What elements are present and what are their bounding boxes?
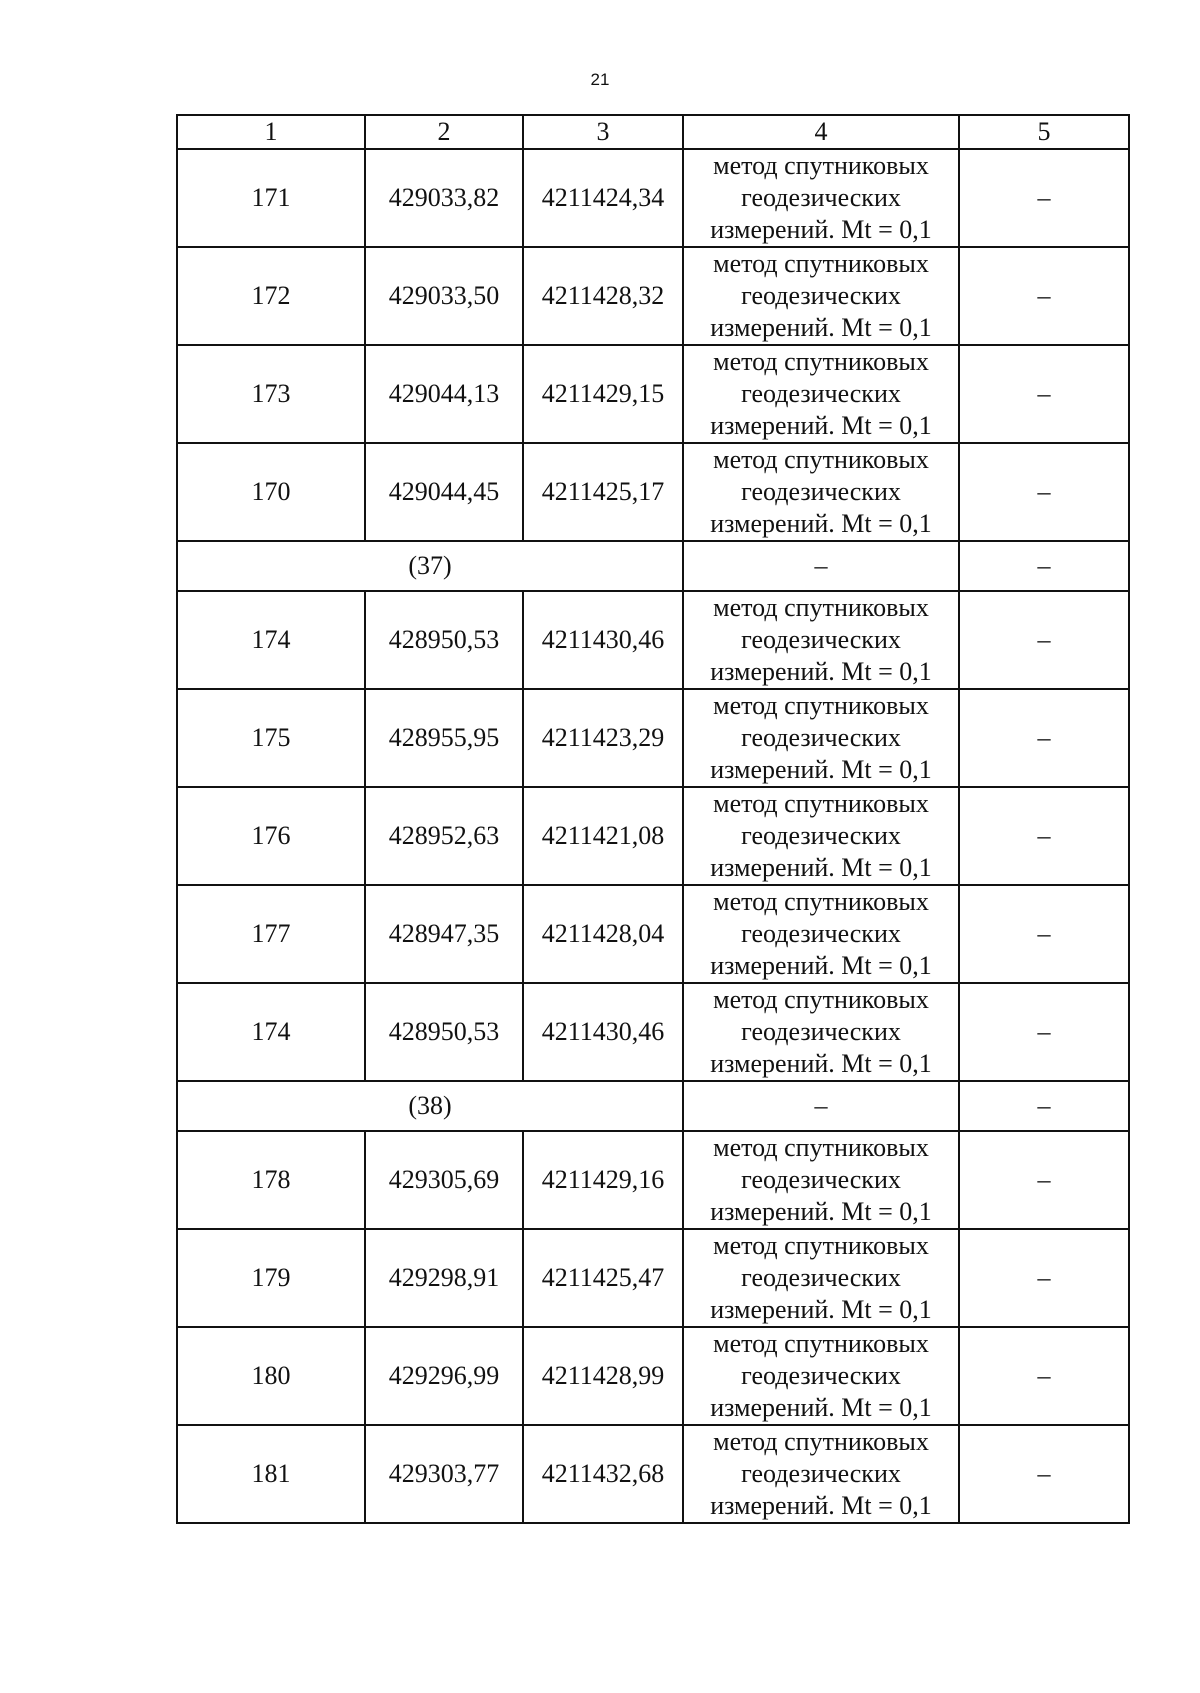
- method-line: геодезических: [741, 183, 901, 212]
- point-number-cell: 175: [177, 689, 365, 787]
- method-line: метод спутниковых: [713, 985, 929, 1014]
- description-cell: –: [959, 1327, 1129, 1425]
- table-row: [177, 983, 1129, 1081]
- point-number-cell: 171: [177, 149, 365, 247]
- method-cell: [683, 1229, 959, 1327]
- description-cell: –: [959, 1081, 1129, 1131]
- table-header-row: [177, 115, 1129, 149]
- y-coordinate-cell: 4211424,34: [523, 149, 683, 247]
- table-row: [177, 787, 1129, 885]
- description-cell: –: [959, 443, 1129, 541]
- method-line: измерений. Mt = 0,1: [710, 1491, 932, 1520]
- method-cell: [683, 345, 959, 443]
- method-line: измерений. Mt = 0,1: [710, 853, 932, 882]
- method-cell: –: [683, 1081, 959, 1131]
- contour-row: [177, 541, 1129, 591]
- method-line: метод спутниковых: [713, 789, 929, 818]
- method-line: геодезических: [741, 1361, 901, 1390]
- description-cell: –: [959, 591, 1129, 689]
- description-cell: –: [959, 1425, 1129, 1523]
- x-coordinate-cell: 429296,99: [365, 1327, 523, 1425]
- method-line: геодезических: [741, 379, 901, 408]
- x-coordinate-cell: 428950,53: [365, 591, 523, 689]
- method-cell: [683, 787, 959, 885]
- method-line: метод спутниковых: [713, 445, 929, 474]
- method-line: геодезических: [741, 1165, 901, 1194]
- method-line: метод спутниковых: [713, 1133, 929, 1162]
- column-header: 1: [177, 115, 365, 149]
- method-cell: [683, 149, 959, 247]
- y-coordinate-cell: 4211428,99: [523, 1327, 683, 1425]
- table-row: [177, 247, 1129, 345]
- table-row: [177, 885, 1129, 983]
- y-coordinate-cell: 4211421,08: [523, 787, 683, 885]
- method-line: метод спутниковых: [713, 593, 929, 622]
- description-cell: –: [959, 247, 1129, 345]
- table-row: [177, 1131, 1129, 1229]
- description-cell: –: [959, 885, 1129, 983]
- method-line: геодезических: [741, 919, 901, 948]
- x-coordinate-cell: 429303,77: [365, 1425, 523, 1523]
- point-number-cell: 172: [177, 247, 365, 345]
- method-line: геодезических: [741, 625, 901, 654]
- point-number-cell: 179: [177, 1229, 365, 1327]
- column-header: 5: [959, 115, 1129, 149]
- method-line: метод спутниковых: [713, 691, 929, 720]
- description-cell: –: [959, 787, 1129, 885]
- x-coordinate-cell: 428947,35: [365, 885, 523, 983]
- contour-label-cell: (37): [177, 541, 683, 591]
- description-cell: –: [959, 345, 1129, 443]
- x-coordinate-cell: 429033,50: [365, 247, 523, 345]
- point-number-cell: 176: [177, 787, 365, 885]
- method-line: метод спутниковых: [713, 887, 929, 916]
- description-cell: –: [959, 541, 1129, 591]
- table-row: [177, 345, 1129, 443]
- method-line: метод спутниковых: [713, 151, 929, 180]
- point-number-cell: 180: [177, 1327, 365, 1425]
- page-number: 21: [590, 70, 610, 89]
- point-number-cell: 174: [177, 983, 365, 1081]
- y-coordinate-cell: 4211432,68: [523, 1425, 683, 1523]
- x-coordinate-cell: 429298,91: [365, 1229, 523, 1327]
- method-line: геодезических: [741, 1263, 901, 1292]
- method-cell: [683, 1131, 959, 1229]
- method-line: геодезических: [741, 821, 901, 850]
- contour-label-cell: (38): [177, 1081, 683, 1131]
- column-header: 2: [365, 115, 523, 149]
- x-coordinate-cell: 429044,13: [365, 345, 523, 443]
- description-cell: –: [959, 1229, 1129, 1327]
- method-cell: [683, 443, 959, 541]
- method-cell: [683, 689, 959, 787]
- method-cell: [683, 1425, 959, 1523]
- y-coordinate-cell: 4211423,29: [523, 689, 683, 787]
- contour-row: [177, 1081, 1129, 1131]
- method-line: метод спутниковых: [713, 347, 929, 376]
- column-header: 4: [683, 115, 959, 149]
- method-line: измерений. Mt = 0,1: [710, 215, 932, 244]
- point-number-cell: 174: [177, 591, 365, 689]
- method-line: измерений. Mt = 0,1: [710, 1197, 932, 1226]
- method-line: измерений. Mt = 0,1: [710, 1393, 932, 1422]
- x-coordinate-cell: 429033,82: [365, 149, 523, 247]
- method-line: измерений. Mt = 0,1: [710, 1295, 932, 1324]
- point-number-cell: 178: [177, 1131, 365, 1229]
- y-coordinate-cell: 4211428,32: [523, 247, 683, 345]
- x-coordinate-cell: 429044,45: [365, 443, 523, 541]
- method-line: метод спутниковых: [713, 1427, 929, 1456]
- method-line: измерений. Mt = 0,1: [710, 657, 932, 686]
- y-coordinate-cell: 4211425,17: [523, 443, 683, 541]
- point-number-cell: 177: [177, 885, 365, 983]
- description-cell: –: [959, 983, 1129, 1081]
- method-cell: [683, 591, 959, 689]
- point-number-cell: 170: [177, 443, 365, 541]
- point-number-cell: 181: [177, 1425, 365, 1523]
- method-cell: –: [683, 541, 959, 591]
- column-header: 3: [523, 115, 683, 149]
- method-line: метод спутниковых: [713, 249, 929, 278]
- method-line: метод спутниковых: [713, 1231, 929, 1260]
- method-line: измерений. Mt = 0,1: [710, 411, 932, 440]
- coordinates-table: [176, 114, 1130, 1524]
- method-line: геодезических: [741, 723, 901, 752]
- table-row: [177, 591, 1129, 689]
- method-line: геодезических: [741, 281, 901, 310]
- description-cell: –: [959, 1131, 1129, 1229]
- y-coordinate-cell: 4211425,47: [523, 1229, 683, 1327]
- method-cell: [683, 885, 959, 983]
- method-line: геодезических: [741, 1017, 901, 1046]
- table-row: [177, 443, 1129, 541]
- method-line: измерений. Mt = 0,1: [710, 313, 932, 342]
- method-line: геодезических: [741, 1459, 901, 1488]
- table-row: [177, 689, 1129, 787]
- method-line: измерений. Mt = 0,1: [710, 755, 932, 784]
- y-coordinate-cell: 4211428,04: [523, 885, 683, 983]
- method-line: геодезических: [741, 477, 901, 506]
- x-coordinate-cell: 429305,69: [365, 1131, 523, 1229]
- x-coordinate-cell: 428955,95: [365, 689, 523, 787]
- description-cell: –: [959, 149, 1129, 247]
- method-line: измерений. Mt = 0,1: [710, 509, 932, 538]
- y-coordinate-cell: 4211430,46: [523, 983, 683, 1081]
- y-coordinate-cell: 4211430,46: [523, 591, 683, 689]
- method-cell: [683, 1327, 959, 1425]
- table-body: [177, 115, 1129, 1523]
- method-cell: [683, 247, 959, 345]
- method-cell: [683, 983, 959, 1081]
- y-coordinate-cell: 4211429,15: [523, 345, 683, 443]
- method-line: метод спутниковых: [713, 1329, 929, 1358]
- x-coordinate-cell: 428952,63: [365, 787, 523, 885]
- method-line: измерений. Mt = 0,1: [710, 1049, 932, 1078]
- point-number-cell: 173: [177, 345, 365, 443]
- method-line: измерений. Mt = 0,1: [710, 951, 932, 980]
- table-row: [177, 1425, 1129, 1523]
- description-cell: –: [959, 689, 1129, 787]
- table-row: [177, 1327, 1129, 1425]
- table-row: [177, 1229, 1129, 1327]
- x-coordinate-cell: 428950,53: [365, 983, 523, 1081]
- y-coordinate-cell: 4211429,16: [523, 1131, 683, 1229]
- table-row: [177, 149, 1129, 247]
